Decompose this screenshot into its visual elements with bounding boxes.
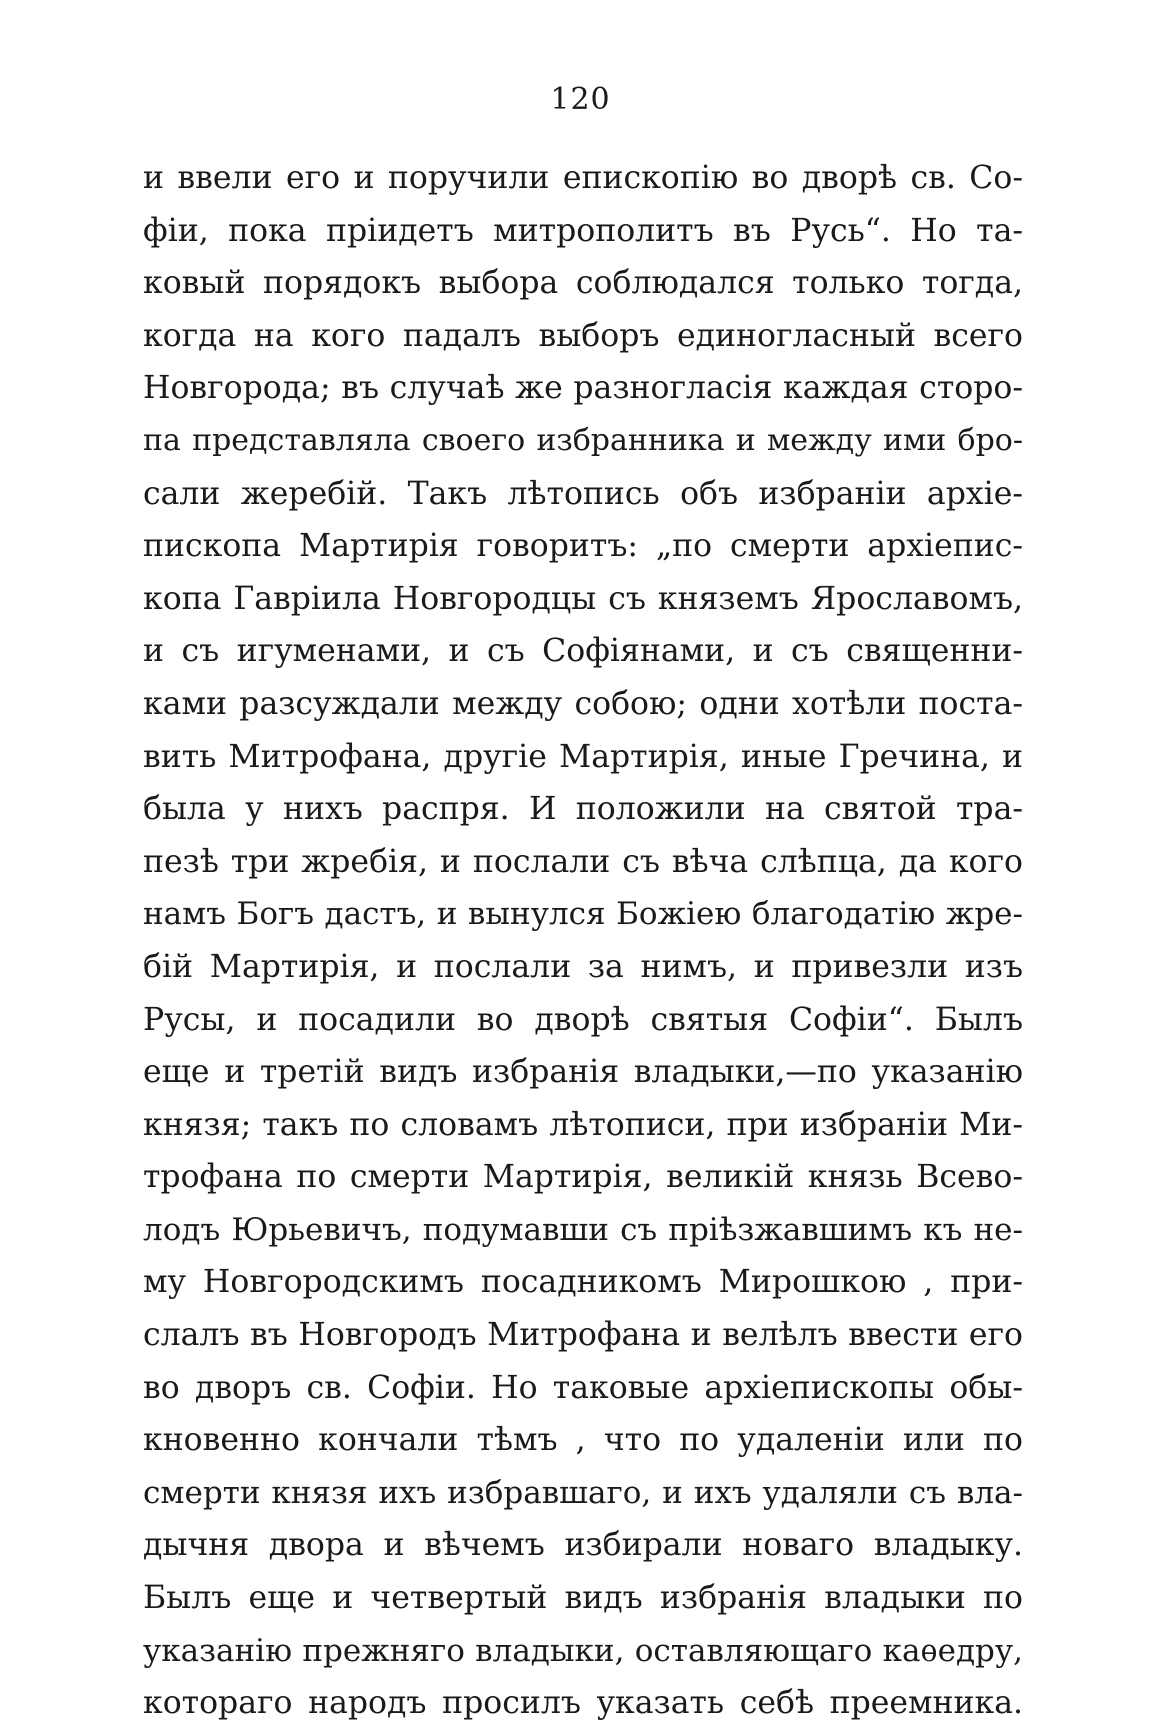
- body-text: [143, 152, 1023, 1730]
- text-line: слалъ въ Новгородъ Митрофана и велѣлъ ввести его: [143, 1317, 1023, 1354]
- text-line: смерти князя ихъ избравшаго, и ихъ удаляли съ вла-: [143, 1474, 1023, 1511]
- text-line: вить Митрофана, другіе Мартирія, иные Гречина, и: [143, 738, 1023, 775]
- text-line: когда на кого падалъ выборъ единогласный всего: [143, 317, 1023, 354]
- text-line: бій Мартирія, и послали за нимъ, и привезли изъ: [143, 948, 1023, 985]
- text-line: копа Гавріила Новгородцы съ княземъ Ярославомъ,: [143, 580, 1023, 617]
- text-line: и ввели его и поручили епископію во дворѣ св. Со-: [143, 160, 1023, 196]
- text-line: князя; такъ по словамъ лѣтописи, при избраніи Ми-: [143, 1106, 1023, 1143]
- text-line: па представляла своего избранника и между ими бро-: [143, 422, 1023, 458]
- text-line: Новгорода; въ случаѣ же разногласія каждая сторо-: [143, 370, 1023, 407]
- text-line: дычня двора и вѣчемъ избирали новаго владыку.: [143, 1527, 1023, 1564]
- text-line: была у нихъ распря. И положили на святой тра-: [143, 791, 1023, 828]
- text-line: ковый порядокъ выбора соблюдался только тогда,: [143, 265, 1023, 302]
- text-line: еще и третій видъ избранія владыки,—по указанію: [143, 1054, 1023, 1091]
- text-line: му Новгородскимъ посадникомъ Мирошкою , при-: [143, 1264, 1023, 1301]
- text-line: лодъ Юрьевичъ, подумавши съ пріѣзжавшимъ къ не-: [143, 1211, 1023, 1248]
- text-line: указанію прежняго владыки, оставляющаго каѳедру,: [143, 1632, 1023, 1669]
- text-line: пископа Мартирія говоритъ: „по смерти архіепис-: [143, 528, 1023, 565]
- text-line: во дворъ св. Софіи. Но таковые архіепископы обы-: [143, 1369, 1023, 1406]
- text-line: Былъ еще и четвертый видъ избранія владыки по: [143, 1580, 1023, 1617]
- text-line: Русы, и посадили во дворѣ святыя Софіи“. Былъ: [143, 1001, 1023, 1038]
- text-line: ками разсуждали между собою; одни хотѣли поста-: [143, 685, 1023, 722]
- text-line: намъ Богъ дастъ, и вынулся Божіею благодатію жре-: [143, 896, 1023, 933]
- text-line: фіи, пока пріидетъ митрополитъ въ Русь“. Но та-: [143, 212, 1023, 249]
- page-number: 120: [550, 82, 611, 117]
- text-line: и съ игуменами, и съ Софіянами, и съ священни-: [143, 633, 1023, 670]
- text-line: сали жеребій. Такъ лѣтопись объ избраніи архіе-: [143, 475, 1023, 512]
- text-line: пезѣ три жребія, и послали съ вѣча слѣпца, да кого: [143, 843, 1023, 880]
- text-line: трофана по смерти Мартирія, великій князь Всево-: [143, 1159, 1023, 1196]
- text-line: кновенно кончали тѣмъ , что по удаленіи или по: [143, 1422, 1023, 1459]
- text-line: котораго народъ просилъ указать себѣ преемника.: [143, 1685, 1023, 1722]
